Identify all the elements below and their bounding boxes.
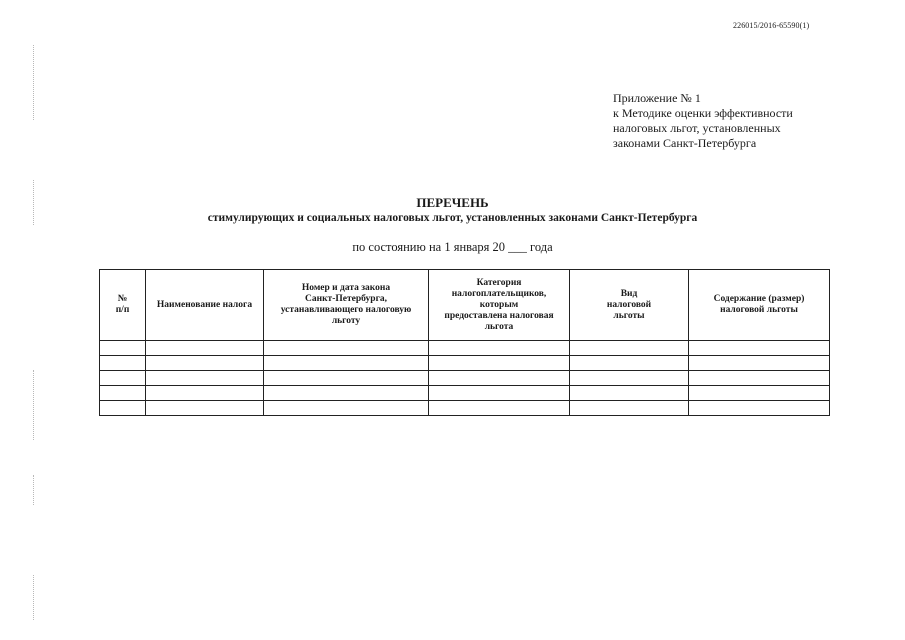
table-row [100, 386, 830, 401]
table-cell [570, 401, 689, 416]
table-cell [689, 386, 830, 401]
table-cell [264, 356, 429, 371]
table-cell [429, 371, 570, 386]
table-header-row [100, 270, 830, 341]
table-cell [429, 401, 570, 416]
table-cell [264, 386, 429, 401]
table-cell [689, 401, 830, 416]
tax-benefits-table [99, 269, 830, 416]
col-header-benefit-type: Вид налоговой льготы [570, 270, 689, 341]
table-cell [570, 356, 689, 371]
scan-margin-mark [33, 575, 36, 620]
scan-margin-mark [33, 370, 36, 440]
table-cell [146, 401, 264, 416]
appendix-line: законами Санкт-Петербурга [613, 136, 757, 150]
scan-margin-mark [33, 475, 36, 505]
table-row [100, 401, 830, 416]
document-registration-number: 226015/2016-65590(1) [733, 21, 810, 30]
document-subtitle: стимулирующих и социальных налоговых льгот, установленных законами Санкт-Петербурга [207, 212, 698, 224]
table-cell [146, 356, 264, 371]
appendix-line: Приложение № 1 [613, 91, 701, 105]
table-cell [100, 356, 146, 371]
col-header-taxpayer-category: Категория налогоплательщиков, которым предоставлена налоговая льгота [429, 270, 570, 341]
col-header-benefit-content: Содержание (размер) налоговой льготы [689, 270, 830, 341]
table-cell [570, 341, 689, 356]
table-cell [429, 341, 570, 356]
table-cell [429, 356, 570, 371]
table-cell [689, 371, 830, 386]
scan-margin-mark [33, 45, 36, 120]
table-cell [264, 371, 429, 386]
table-row [100, 356, 830, 371]
document-title: ПЕРЕЧЕНЬ [416, 195, 489, 210]
table-cell [570, 386, 689, 401]
table-cell [100, 386, 146, 401]
table-cell [146, 386, 264, 401]
appendix-line: налоговых льгот, установленных [613, 121, 781, 135]
table-row [100, 341, 830, 356]
table-cell [100, 341, 146, 356]
table-cell [100, 401, 146, 416]
appendix-note [613, 91, 793, 151]
table-cell [264, 401, 429, 416]
table-cell [429, 386, 570, 401]
col-header-number: № п/п [100, 270, 146, 341]
appendix-line: к Методике оценки эффективности [613, 106, 793, 120]
table-cell [146, 341, 264, 356]
table-cell [146, 371, 264, 386]
col-header-tax-name: Наименование налога [146, 270, 264, 341]
table-cell [100, 371, 146, 386]
table-cell [570, 371, 689, 386]
col-header-law: Номер и дата закона Санкт-Петербурга, устанавливающего налоговую льготу [264, 270, 429, 341]
as-of-date-line: по состоянию на 1 января 20 ___ года [352, 240, 553, 254]
table-cell [689, 356, 830, 371]
scan-margin-mark [33, 180, 36, 225]
table-cell [264, 341, 429, 356]
table-body [100, 341, 830, 416]
table-row [100, 371, 830, 386]
table-cell [689, 341, 830, 356]
